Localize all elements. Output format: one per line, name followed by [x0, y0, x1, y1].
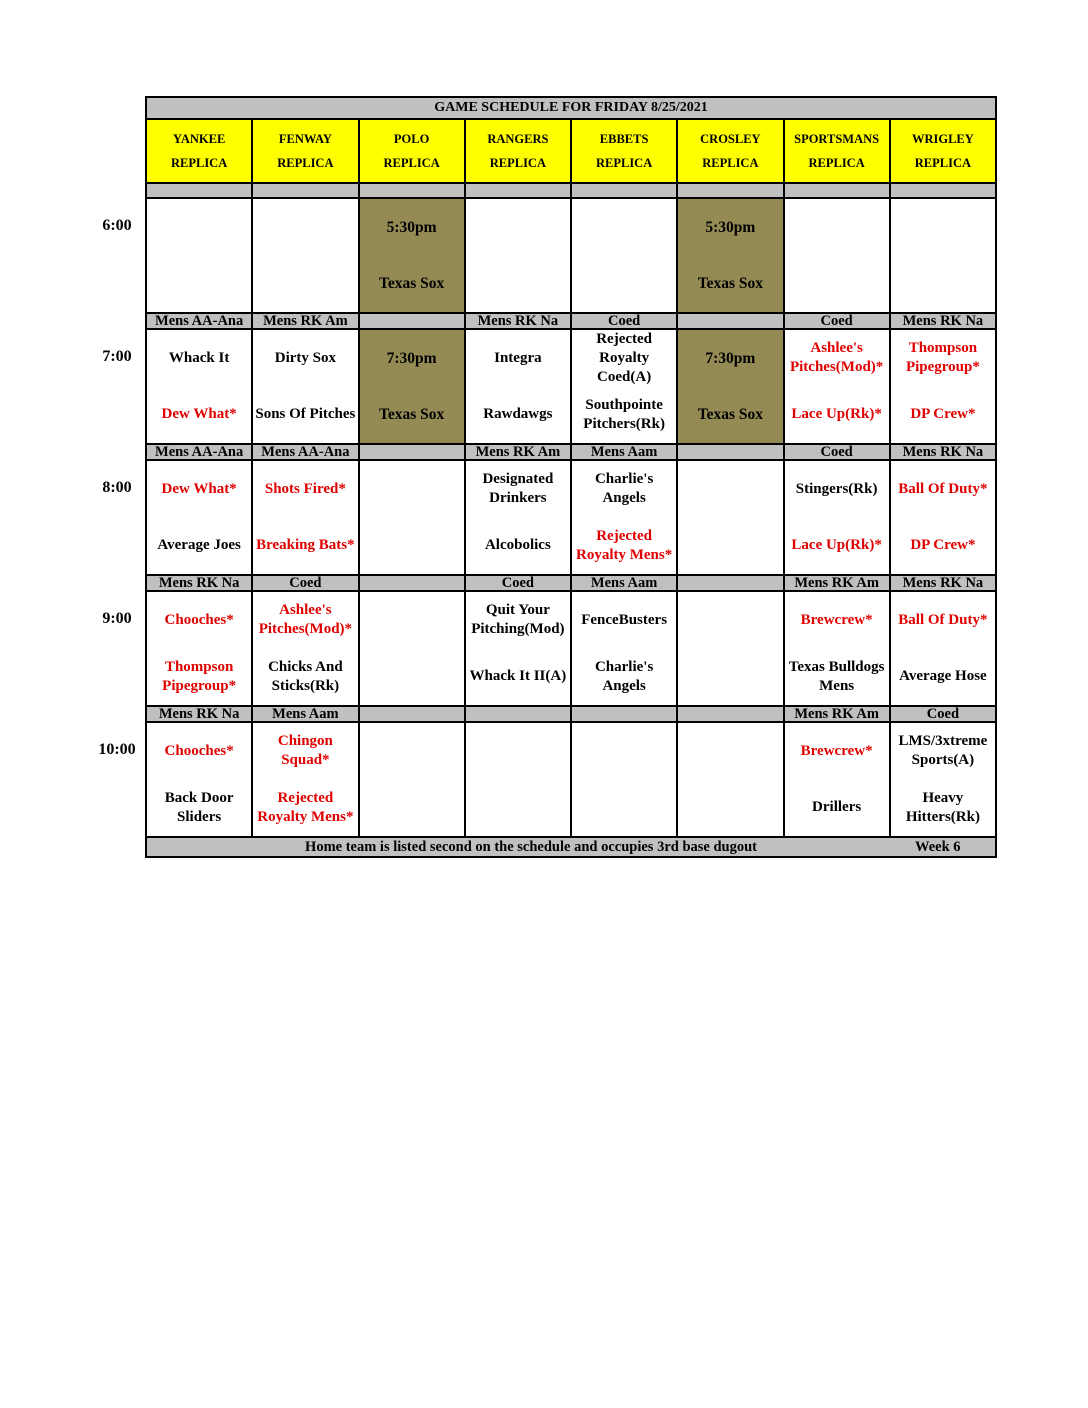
- league-label: Mens Aam: [252, 706, 358, 722]
- visiting-team: LMS/3xtreme Sports(A): [898, 733, 988, 769]
- visiting-team: [466, 723, 570, 780]
- home-team: DP Crew*: [910, 406, 976, 423]
- game-cell: [146, 329, 252, 444]
- league-label: [571, 706, 677, 722]
- header-divider: [252, 183, 358, 198]
- game-cell: [252, 722, 358, 837]
- home-team: DP Crew*: [910, 537, 976, 554]
- league-label: Mens RK Am: [252, 313, 358, 329]
- visiting-team: [678, 723, 782, 780]
- league-label: Mens RK Na: [890, 313, 996, 329]
- header-divider: [146, 183, 252, 198]
- game-cell: [252, 329, 358, 444]
- visiting-team: 5:30pm: [705, 218, 756, 236]
- game-cell: [677, 329, 783, 444]
- league-label: [359, 575, 465, 591]
- field-subtitle: REPLICA: [595, 156, 653, 170]
- home-team: [678, 649, 782, 706]
- game-cell: [359, 591, 465, 706]
- field-header-sportsmans: [784, 119, 890, 183]
- home-team: Texas Sox: [378, 275, 445, 293]
- home-team: Back Door Sliders: [164, 789, 234, 825]
- home-team: Average Joes: [157, 537, 241, 554]
- league-label: [359, 706, 465, 722]
- league-label: Mens AA-Ana: [146, 313, 252, 329]
- field-subtitle: REPLICA: [702, 156, 759, 170]
- visiting-team: [360, 723, 464, 780]
- visiting-team: Ball Of Duty*: [898, 611, 988, 628]
- home-team: Lace Up(Rk)*: [791, 406, 882, 423]
- game-cell: [890, 460, 996, 575]
- home-team: Thompson Pipegroup*: [162, 658, 237, 694]
- game-cell: [359, 198, 465, 313]
- field-name: WRIGLEY: [911, 132, 974, 146]
- visiting-team: 7:30pm: [386, 349, 437, 367]
- home-team: [466, 780, 570, 837]
- visiting-team: Chooches*: [164, 742, 234, 759]
- visiting-team: Charlie's Angels: [594, 471, 654, 507]
- time-slot-row: [146, 591, 996, 706]
- home-team: Lace Up(Rk)*: [791, 537, 882, 554]
- visiting-team: FenceBusters: [581, 611, 668, 628]
- game-cell: [571, 460, 677, 575]
- home-team: Breaking Bats*: [256, 537, 355, 554]
- game-cell: [146, 722, 252, 837]
- home-team: [678, 518, 782, 575]
- field-header-polo: [359, 119, 465, 183]
- game-cell: [890, 198, 996, 313]
- visiting-team: [147, 199, 251, 256]
- game-cell: [571, 591, 677, 706]
- game-cell: [252, 591, 358, 706]
- home-team: Charlie's Angels: [594, 658, 654, 694]
- league-label: [677, 575, 783, 591]
- home-team: [891, 256, 995, 313]
- visiting-team: [360, 461, 464, 518]
- league-label: Coed: [571, 313, 677, 329]
- home-team: Alcobolics: [484, 537, 551, 554]
- visiting-team: Brewcrew*: [800, 611, 873, 628]
- home-team: Texas Sox: [697, 275, 764, 293]
- field-name: YANKEE: [172, 132, 226, 146]
- game-cell: [146, 460, 252, 575]
- league-label: Coed: [784, 444, 890, 460]
- league-label: Mens Aam: [571, 444, 677, 460]
- home-team: [678, 780, 782, 837]
- home-team: [785, 256, 889, 313]
- game-cell: [571, 329, 677, 444]
- home-team: Rawdawgs: [483, 406, 553, 423]
- time-label: 9:00: [102, 610, 132, 628]
- league-label: Mens RK Na: [465, 313, 571, 329]
- field-header-ebbets: [571, 119, 677, 183]
- home-team-note: Home team is listed second on the schedule and occupies 3rd base dugout: [305, 838, 757, 855]
- league-label: Mens RK Am: [784, 706, 890, 722]
- game-cell: [252, 198, 358, 313]
- visiting-team: Ball Of Duty*: [898, 480, 988, 497]
- visiting-team: [466, 199, 570, 256]
- field-subtitle: REPLICA: [277, 156, 334, 170]
- visiting-team: [785, 199, 889, 256]
- home-team: [360, 649, 464, 706]
- field-subtitle: REPLICA: [808, 156, 865, 170]
- game-cell: [890, 591, 996, 706]
- game-cell: [465, 722, 571, 837]
- home-team: [147, 256, 251, 313]
- field-name: POLO: [393, 132, 430, 146]
- league-label: [677, 313, 783, 329]
- field-name: FENWAY: [278, 132, 332, 146]
- league-label: Mens RK Am: [784, 575, 890, 591]
- time-slot-row: [146, 198, 996, 313]
- field-subtitle: REPLICA: [170, 156, 228, 170]
- game-cell: [146, 198, 252, 313]
- game-cell: [784, 722, 890, 837]
- time-label: 7:00: [102, 348, 132, 366]
- game-cell: [359, 722, 465, 837]
- field-name: CROSLEY: [700, 132, 761, 146]
- field-name: SPORTSMANS: [794, 132, 880, 146]
- visiting-team: Ashlee's Pitches(Mod)*: [258, 602, 353, 638]
- league-label: Coed: [465, 575, 571, 591]
- league-label: Mens RK Am: [465, 444, 571, 460]
- league-label: Mens RK Na: [146, 706, 252, 722]
- field-subtitle: REPLICA: [914, 156, 972, 170]
- home-team: Texas Bulldogs Mens: [788, 658, 885, 694]
- visiting-team: [253, 199, 357, 256]
- visiting-team: Stingers(Rk): [795, 480, 878, 497]
- home-team: Heavy Hitters(Rk): [905, 789, 980, 825]
- visiting-team: Chooches*: [164, 611, 234, 628]
- game-schedule-table: [145, 96, 997, 858]
- visiting-team: [572, 723, 676, 780]
- game-cell: [252, 460, 358, 575]
- visiting-team: [891, 199, 995, 256]
- game-cell: [465, 591, 571, 706]
- league-label: Mens RK Na: [890, 575, 996, 591]
- visiting-team: Whack It: [168, 349, 230, 366]
- header-divider: [677, 183, 783, 198]
- home-team: [360, 780, 464, 837]
- game-cell: [890, 722, 996, 837]
- time-slot-row: [146, 460, 996, 575]
- game-cell: [677, 722, 783, 837]
- field-name: RANGERS: [487, 132, 549, 146]
- header-divider: [890, 183, 996, 198]
- game-cell: [890, 329, 996, 444]
- home-team: Texas Sox: [697, 406, 764, 424]
- visiting-team: Ashlee's Pitches(Mod)*: [789, 340, 884, 376]
- league-label: Mens AA-Ana: [146, 444, 252, 460]
- home-team: Southpointe Pitchers(Rk): [583, 397, 665, 432]
- game-cell: [465, 460, 571, 575]
- visiting-team: Rejected Royalty Coed(A): [596, 331, 653, 385]
- field-header-fenway: [252, 119, 358, 183]
- game-cell: [359, 460, 465, 575]
- game-cell: [571, 722, 677, 837]
- league-label: Mens Aam: [571, 575, 677, 591]
- home-team: [572, 256, 676, 313]
- visiting-team: Dew What*: [161, 480, 237, 497]
- field-header-crosley: [677, 119, 783, 183]
- field-subtitle: REPLICA: [383, 156, 440, 170]
- visiting-team: Dirty Sox: [274, 349, 336, 366]
- week-label: Week 6: [915, 838, 961, 855]
- home-team: Average Hose: [899, 668, 987, 685]
- league-label: Coed: [252, 575, 358, 591]
- league-label: [677, 706, 783, 722]
- time-label: 6:00: [102, 217, 132, 235]
- league-label: [359, 313, 465, 329]
- time-label: 8:00: [102, 479, 132, 497]
- league-label: Mens AA-Ana: [252, 444, 358, 460]
- time-label: 10:00: [98, 741, 136, 759]
- visiting-team: [572, 199, 676, 256]
- visiting-team: Quit Your Pitching(Mod): [471, 602, 565, 638]
- visiting-team: Brewcrew*: [800, 742, 873, 759]
- league-label: [465, 706, 571, 722]
- field-header-wrigley: [890, 119, 996, 183]
- league-label: Coed: [784, 313, 890, 329]
- visiting-team: 7:30pm: [705, 349, 756, 367]
- home-team: Rejected Royalty Mens*: [257, 789, 354, 825]
- visiting-team: Integra: [494, 349, 542, 366]
- home-team: Rejected Royalty Mens*: [576, 527, 673, 563]
- game-cell: [784, 329, 890, 444]
- league-label: Coed: [890, 706, 996, 722]
- field-header-rangers: [465, 119, 571, 183]
- field-subtitle: REPLICA: [489, 156, 546, 170]
- home-team: [360, 518, 464, 575]
- game-cell: [465, 198, 571, 313]
- home-team: Sons Of Pitches: [255, 406, 356, 423]
- game-cell: [784, 198, 890, 313]
- visiting-team: Thompson Pipegroup*: [905, 340, 980, 376]
- visiting-team: Designated Drinkers: [482, 471, 554, 507]
- header-divider: [465, 183, 571, 198]
- game-cell: [677, 591, 783, 706]
- home-team: [466, 256, 570, 313]
- home-team: [253, 256, 357, 313]
- home-team: Whack It II(A): [469, 668, 567, 685]
- home-team: [572, 780, 676, 837]
- game-cell: [465, 329, 571, 444]
- field-header-yankee: [146, 119, 252, 183]
- time-slot-row: [146, 329, 996, 444]
- visiting-team: [678, 592, 782, 649]
- home-team: Texas Sox: [378, 406, 445, 424]
- game-cell: [571, 198, 677, 313]
- game-cell: [359, 329, 465, 444]
- visiting-team: [360, 592, 464, 649]
- home-team: Chicks And Sticks(Rk): [268, 658, 343, 694]
- game-cell: [677, 460, 783, 575]
- home-team: Dew What*: [161, 406, 237, 423]
- league-label: Mens RK Na: [890, 444, 996, 460]
- visiting-team: [678, 461, 782, 518]
- league-label: Mens RK Na: [146, 575, 252, 591]
- header-divider: [359, 183, 465, 198]
- field-name: EBBETS: [599, 132, 649, 146]
- home-team: Drillers: [812, 799, 862, 816]
- game-cell: [677, 198, 783, 313]
- game-cell: [784, 591, 890, 706]
- header-divider: [571, 183, 677, 198]
- game-cell: [146, 591, 252, 706]
- visiting-team: Shots Fired*: [264, 480, 346, 497]
- schedule-footer: [146, 837, 996, 857]
- time-slot-row: [146, 722, 996, 837]
- league-label: [359, 444, 465, 460]
- league-label: [677, 444, 783, 460]
- visiting-team: 5:30pm: [386, 218, 437, 236]
- header-divider: [784, 183, 890, 198]
- game-cell: [784, 460, 890, 575]
- schedule-title: GAME SCHEDULE FOR FRIDAY 8/25/2021: [146, 97, 996, 119]
- visiting-team: Chingon Squad*: [277, 733, 333, 769]
